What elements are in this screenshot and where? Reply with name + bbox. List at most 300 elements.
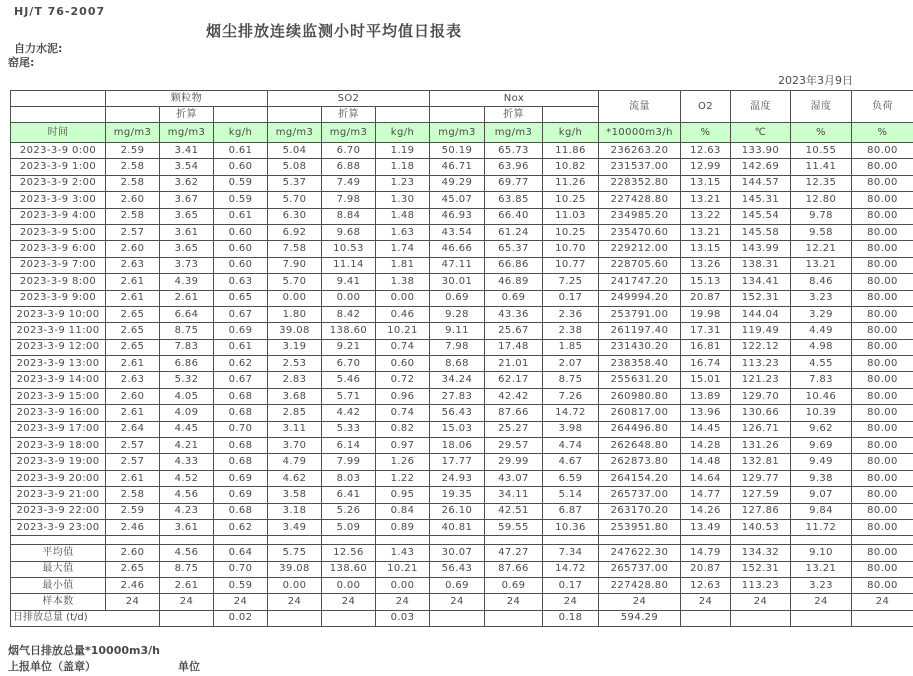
value-cell: 19.98 [681, 306, 731, 322]
value-cell: 12.80 [791, 192, 852, 208]
value-cell: 3.23 [791, 290, 852, 306]
value-cell: 24 [543, 594, 599, 610]
value-cell: 0.46 [376, 306, 430, 322]
value-cell: 39.08 [268, 561, 322, 577]
value-cell: 80.00 [852, 143, 913, 159]
value-cell: 14.64 [681, 470, 731, 486]
value-cell: 87.66 [485, 405, 543, 421]
value-cell: 80.00 [852, 175, 913, 191]
value-cell: 80.00 [852, 224, 913, 240]
value-cell: 6.59 [543, 470, 599, 486]
summary-label: 样本数 [11, 594, 106, 610]
empty-cell [731, 536, 791, 545]
value-cell: 24 [599, 594, 681, 610]
value-cell: 2.46 [106, 577, 160, 593]
value-cell: 7.26 [543, 388, 599, 404]
value-cell: 7.99 [322, 454, 376, 470]
value-cell: 62.17 [485, 372, 543, 388]
col-header-converted: 折算 [160, 107, 214, 123]
value-cell: 0.65 [214, 290, 268, 306]
value-cell: 80.00 [852, 356, 913, 372]
table-row [11, 306, 913, 322]
value-cell: 3.68 [268, 388, 322, 404]
value-cell: 15.13 [681, 274, 731, 290]
col-header-load: 负荷 [852, 91, 913, 123]
value-cell: 80.00 [852, 274, 913, 290]
value-cell: 0.95 [376, 487, 430, 503]
value-cell: 1.81 [376, 257, 430, 273]
value-cell: 6.30 [268, 208, 322, 224]
value-cell: 24 [322, 594, 376, 610]
value-cell [322, 610, 376, 626]
table-row [11, 208, 913, 224]
value-cell: 4.79 [268, 454, 322, 470]
value-cell: 0.69 [485, 577, 543, 593]
value-cell: 17.77 [430, 454, 485, 470]
value-cell: 0.96 [376, 388, 430, 404]
value-cell: 0.69 [214, 323, 268, 339]
value-cell: 253951.80 [599, 519, 681, 535]
value-cell: 1.43 [376, 545, 430, 561]
value-cell: 260980.80 [599, 388, 681, 404]
value-cell: 127.59 [731, 487, 791, 503]
value-cell: 20.87 [681, 561, 731, 577]
col-header-o2: O2 [681, 91, 731, 123]
value-cell: 3.65 [160, 241, 214, 257]
value-cell: 5.09 [322, 519, 376, 535]
value-cell: 0.59 [214, 175, 268, 191]
report-date: 2023年3月9日 [778, 74, 853, 87]
value-cell: 227428.80 [599, 192, 681, 208]
value-cell: 4.67 [543, 454, 599, 470]
time-cell: 2023-3-9 7:00 [11, 257, 106, 273]
value-cell: 2.61 [106, 274, 160, 290]
value-cell: 24 [160, 594, 214, 610]
value-cell: 8.68 [430, 356, 485, 372]
value-cell: 5.71 [322, 388, 376, 404]
value-cell: 264496.80 [599, 421, 681, 437]
value-cell: 46.89 [485, 274, 543, 290]
value-cell: 121.23 [731, 372, 791, 388]
value-cell: 13.21 [681, 192, 731, 208]
time-cell: 2023-3-9 6:00 [11, 241, 106, 257]
unit-cell: mg/m3 [485, 123, 543, 143]
units-row [11, 123, 913, 143]
value-cell: 0.00 [376, 577, 430, 593]
value-cell: 9.49 [791, 454, 852, 470]
col-header-converted: 折算 [485, 107, 543, 123]
value-cell: 7.90 [268, 257, 322, 273]
value-cell: 2.60 [106, 545, 160, 561]
time-cell: 2023-3-9 9:00 [11, 290, 106, 306]
value-cell: 80.00 [852, 577, 913, 593]
value-cell: 129.77 [731, 470, 791, 486]
value-cell: 80.00 [852, 241, 913, 257]
value-cell: 10.77 [543, 257, 599, 273]
value-cell: 1.63 [376, 224, 430, 240]
value-cell: 2.46 [106, 519, 160, 535]
value-cell: 4.23 [160, 503, 214, 519]
time-cell: 2023-3-9 16:00 [11, 405, 106, 421]
value-cell: 4.56 [160, 545, 214, 561]
value-cell: 9.10 [791, 545, 852, 561]
value-cell: 3.98 [543, 421, 599, 437]
table-row [11, 438, 913, 454]
value-cell: 9.62 [791, 421, 852, 437]
value-cell: 80.00 [852, 339, 913, 355]
value-cell: 0.69 [430, 290, 485, 306]
value-cell: 0.60 [214, 241, 268, 257]
value-cell: 5.70 [268, 192, 322, 208]
value-cell: 228352.80 [599, 175, 681, 191]
value-cell [485, 610, 543, 626]
empty-cell [430, 536, 485, 545]
table-row [11, 224, 913, 240]
unit-cell: kg/h [376, 123, 430, 143]
value-cell: 145.31 [731, 192, 791, 208]
value-cell: 8.75 [543, 372, 599, 388]
value-cell: 56.43 [430, 561, 485, 577]
value-cell: 40.81 [430, 519, 485, 535]
value-cell: 12.21 [791, 241, 852, 257]
value-cell: 0.69 [214, 470, 268, 486]
time-cell: 2023-3-9 3:00 [11, 192, 106, 208]
value-cell: 34.24 [430, 372, 485, 388]
value-cell: 3.61 [160, 224, 214, 240]
value-cell: 0.70 [214, 561, 268, 577]
value-cell: 13.15 [681, 241, 731, 257]
value-cell: 10.25 [543, 224, 599, 240]
value-cell: 3.70 [268, 438, 322, 454]
value-cell: 2.58 [106, 175, 160, 191]
time-cell: 2023-3-9 12:00 [11, 339, 106, 355]
value-cell: 238358.40 [599, 356, 681, 372]
value-cell: 43.07 [485, 470, 543, 486]
value-cell: 13.96 [681, 405, 731, 421]
value-cell: 4.39 [160, 274, 214, 290]
unit-cell: mg/m3 [322, 123, 376, 143]
value-cell: 3.67 [160, 192, 214, 208]
value-cell: 9.11 [430, 323, 485, 339]
unit-cell: mg/m3 [430, 123, 485, 143]
value-cell: 9.69 [791, 438, 852, 454]
time-cell: 2023-3-9 5:00 [11, 224, 106, 240]
value-cell: 0.82 [376, 421, 430, 437]
value-cell: 18.06 [430, 438, 485, 454]
value-cell: 8.42 [322, 306, 376, 322]
value-cell: 0.89 [376, 519, 430, 535]
unit-cell: mg/m3 [268, 123, 322, 143]
value-cell: 2.57 [106, 454, 160, 470]
value-cell: 234985.20 [599, 208, 681, 224]
value-cell: 0.00 [322, 577, 376, 593]
value-cell: 11.26 [543, 175, 599, 191]
empty-cell [376, 536, 430, 545]
empty-cell [430, 107, 485, 123]
value-cell: 2.59 [106, 503, 160, 519]
table-row [11, 454, 913, 470]
value-cell: 263170.20 [599, 503, 681, 519]
table-row [11, 192, 913, 208]
empty-corner-cell [11, 91, 106, 107]
value-cell: 11.41 [791, 159, 852, 175]
value-cell: 4.05 [160, 388, 214, 404]
value-cell: 80.00 [852, 208, 913, 224]
value-cell: 3.62 [160, 175, 214, 191]
value-cell: 145.58 [731, 224, 791, 240]
value-cell: 255631.20 [599, 372, 681, 388]
value-cell: 61.24 [485, 224, 543, 240]
value-cell: 3.58 [268, 487, 322, 503]
value-cell: 11.14 [322, 257, 376, 273]
col-header-so2: SO2 [268, 91, 430, 107]
value-cell: 144.57 [731, 175, 791, 191]
value-cell: 2.58 [106, 159, 160, 175]
value-cell: 12.63 [681, 143, 731, 159]
value-cell: 17.48 [485, 339, 543, 355]
value-cell: 0.84 [376, 503, 430, 519]
col-header-converted: 折算 [322, 107, 376, 123]
value-cell: 63.85 [485, 192, 543, 208]
summary-row [11, 561, 913, 577]
empty-cell [268, 107, 322, 123]
col-header-time: 时间 [11, 123, 106, 143]
empty-cell [543, 107, 599, 123]
value-cell: 1.23 [376, 175, 430, 191]
value-cell: 4.52 [160, 470, 214, 486]
value-cell: 138.31 [731, 257, 791, 273]
value-cell: 0.60 [214, 159, 268, 175]
value-cell: 0.70 [214, 421, 268, 437]
table-row [11, 143, 913, 159]
value-cell: 10.82 [543, 159, 599, 175]
unit-label: 单位 [178, 660, 200, 673]
value-cell: 30.07 [430, 545, 485, 561]
table-row [11, 159, 913, 175]
value-cell: 15.01 [681, 372, 731, 388]
value-cell: 5.08 [268, 159, 322, 175]
value-cell: 6.92 [268, 224, 322, 240]
value-cell: 0.02 [214, 610, 268, 626]
value-cell: 13.21 [791, 561, 852, 577]
value-cell: 2.61 [160, 577, 214, 593]
value-cell: 34.11 [485, 487, 543, 503]
value-cell: 24 [214, 594, 268, 610]
value-cell: 14.79 [681, 545, 731, 561]
value-cell: 1.30 [376, 192, 430, 208]
header-group-row [11, 91, 913, 107]
value-cell: 7.49 [322, 175, 376, 191]
value-cell: 46.71 [430, 159, 485, 175]
value-cell: 6.41 [322, 487, 376, 503]
value-cell: 2.58 [106, 208, 160, 224]
value-cell: 10.70 [543, 241, 599, 257]
value-cell: 0.68 [214, 503, 268, 519]
value-cell: 1.22 [376, 470, 430, 486]
value-cell: 13.21 [681, 224, 731, 240]
value-cell: 0.72 [376, 372, 430, 388]
value-cell: 3.49 [268, 519, 322, 535]
value-cell: 0.97 [376, 438, 430, 454]
time-cell: 2023-3-9 22:00 [11, 503, 106, 519]
table-row [11, 274, 913, 290]
unit-cell: ℃ [731, 123, 791, 143]
value-cell: 1.38 [376, 274, 430, 290]
value-cell: 138.60 [322, 323, 376, 339]
value-cell: 253791.00 [599, 306, 681, 322]
value-cell: 13.21 [791, 257, 852, 273]
value-cell: 2.57 [106, 224, 160, 240]
value-cell: 145.54 [731, 208, 791, 224]
value-cell: 30.01 [430, 274, 485, 290]
value-cell: 3.23 [791, 577, 852, 593]
value-cell: 0.03 [376, 610, 430, 626]
value-cell: 59.55 [485, 519, 543, 535]
value-cell: 4.98 [791, 339, 852, 355]
value-cell: 80.00 [852, 306, 913, 322]
value-cell: 20.87 [681, 290, 731, 306]
value-cell [791, 610, 852, 626]
value-cell: 80.00 [852, 388, 913, 404]
col-header-nox: Nox [430, 91, 599, 107]
empty-cell [376, 107, 430, 123]
table-row [11, 257, 913, 273]
table-row [11, 372, 913, 388]
value-cell: 9.38 [791, 470, 852, 486]
unit-cell: kg/h [214, 123, 268, 143]
value-cell: 80.00 [852, 545, 913, 561]
value-cell: 3.54 [160, 159, 214, 175]
value-cell: 261197.40 [599, 323, 681, 339]
col-header-temperature: 温度 [731, 91, 791, 123]
time-cell: 2023-3-9 10:00 [11, 306, 106, 322]
value-cell: 2.85 [268, 405, 322, 421]
value-cell: 4.56 [160, 487, 214, 503]
value-cell: 24 [852, 594, 913, 610]
value-cell: 0.74 [376, 405, 430, 421]
table-row [11, 323, 913, 339]
value-cell: 65.37 [485, 241, 543, 257]
value-cell: 5.26 [322, 503, 376, 519]
value-cell: 16.81 [681, 339, 731, 355]
data-rows [11, 143, 913, 627]
value-cell: 0.67 [214, 372, 268, 388]
value-cell: 47.11 [430, 257, 485, 273]
value-cell: 231430.20 [599, 339, 681, 355]
value-cell: 4.62 [268, 470, 322, 486]
value-cell: 6.88 [322, 159, 376, 175]
time-cell: 2023-3-9 15:00 [11, 388, 106, 404]
value-cell: 3.19 [268, 339, 322, 355]
value-cell: 3.11 [268, 421, 322, 437]
value-cell: 80.00 [852, 470, 913, 486]
value-cell: 50.19 [430, 143, 485, 159]
value-cell: 229212.00 [599, 241, 681, 257]
value-cell: 24 [106, 594, 160, 610]
time-cell: 2023-3-9 17:00 [11, 421, 106, 437]
value-cell: 13.89 [681, 388, 731, 404]
table-row [11, 241, 913, 257]
value-cell: 6.64 [160, 306, 214, 322]
value-cell: 264154.20 [599, 470, 681, 486]
empty-cell [322, 536, 376, 545]
empty-cell [485, 536, 543, 545]
value-cell: 4.45 [160, 421, 214, 437]
value-cell: 5.46 [322, 372, 376, 388]
value-cell: 0.68 [214, 454, 268, 470]
value-cell: 0.00 [322, 290, 376, 306]
company-name: 自力水泥: [14, 42, 63, 55]
value-cell: 0.68 [214, 438, 268, 454]
value-cell: 80.00 [852, 519, 913, 535]
unit-cell: mg/m3 [160, 123, 214, 143]
value-cell: 4.49 [791, 323, 852, 339]
value-cell: 11.03 [543, 208, 599, 224]
value-cell: 2.65 [106, 561, 160, 577]
value-cell: 134.41 [731, 274, 791, 290]
value-cell: 80.00 [852, 323, 913, 339]
empty-cell [599, 536, 681, 545]
value-cell: 9.68 [322, 224, 376, 240]
time-cell: 2023-3-9 23:00 [11, 519, 106, 535]
value-cell: 14.72 [543, 405, 599, 421]
value-cell: 130.66 [731, 405, 791, 421]
value-cell: 7.98 [430, 339, 485, 355]
value-cell: 0.18 [543, 610, 599, 626]
value-cell: 87.66 [485, 561, 543, 577]
value-cell: 2.61 [106, 356, 160, 372]
value-cell: 13.49 [681, 519, 731, 535]
time-cell: 2023-3-9 4:00 [11, 208, 106, 224]
value-cell: 7.83 [160, 339, 214, 355]
value-cell: 0.61 [214, 143, 268, 159]
value-cell: 66.40 [485, 208, 543, 224]
value-cell: 113.23 [731, 577, 791, 593]
value-cell [731, 610, 791, 626]
unit-cell: % [681, 123, 731, 143]
value-cell: 228705.60 [599, 257, 681, 273]
time-cell: 2023-3-9 14:00 [11, 372, 106, 388]
value-cell: 29.99 [485, 454, 543, 470]
value-cell: 80.00 [852, 290, 913, 306]
value-cell: 10.25 [543, 192, 599, 208]
value-cell: 0.59 [214, 192, 268, 208]
value-cell: 13.15 [681, 175, 731, 191]
value-cell: 1.48 [376, 208, 430, 224]
time-cell: 2023-3-9 11:00 [11, 323, 106, 339]
value-cell [430, 610, 485, 626]
time-cell: 2023-3-9 19:00 [11, 454, 106, 470]
value-cell: 140.53 [731, 519, 791, 535]
value-cell: 49.29 [430, 175, 485, 191]
value-cell: 0.60 [214, 257, 268, 273]
value-cell: 24 [731, 594, 791, 610]
value-cell: 80.00 [852, 405, 913, 421]
value-cell: 11.72 [791, 519, 852, 535]
value-cell: 0.69 [214, 487, 268, 503]
value-cell: 0.00 [268, 577, 322, 593]
value-cell: 262873.80 [599, 454, 681, 470]
value-cell: 8.75 [160, 561, 214, 577]
value-cell: 2.65 [106, 339, 160, 355]
value-cell: 6.14 [322, 438, 376, 454]
value-cell: 5.14 [543, 487, 599, 503]
table-row [11, 503, 913, 519]
value-cell: 2.60 [106, 192, 160, 208]
value-cell: 1.80 [268, 306, 322, 322]
value-cell: 2.65 [106, 306, 160, 322]
value-cell: 9.78 [791, 208, 852, 224]
